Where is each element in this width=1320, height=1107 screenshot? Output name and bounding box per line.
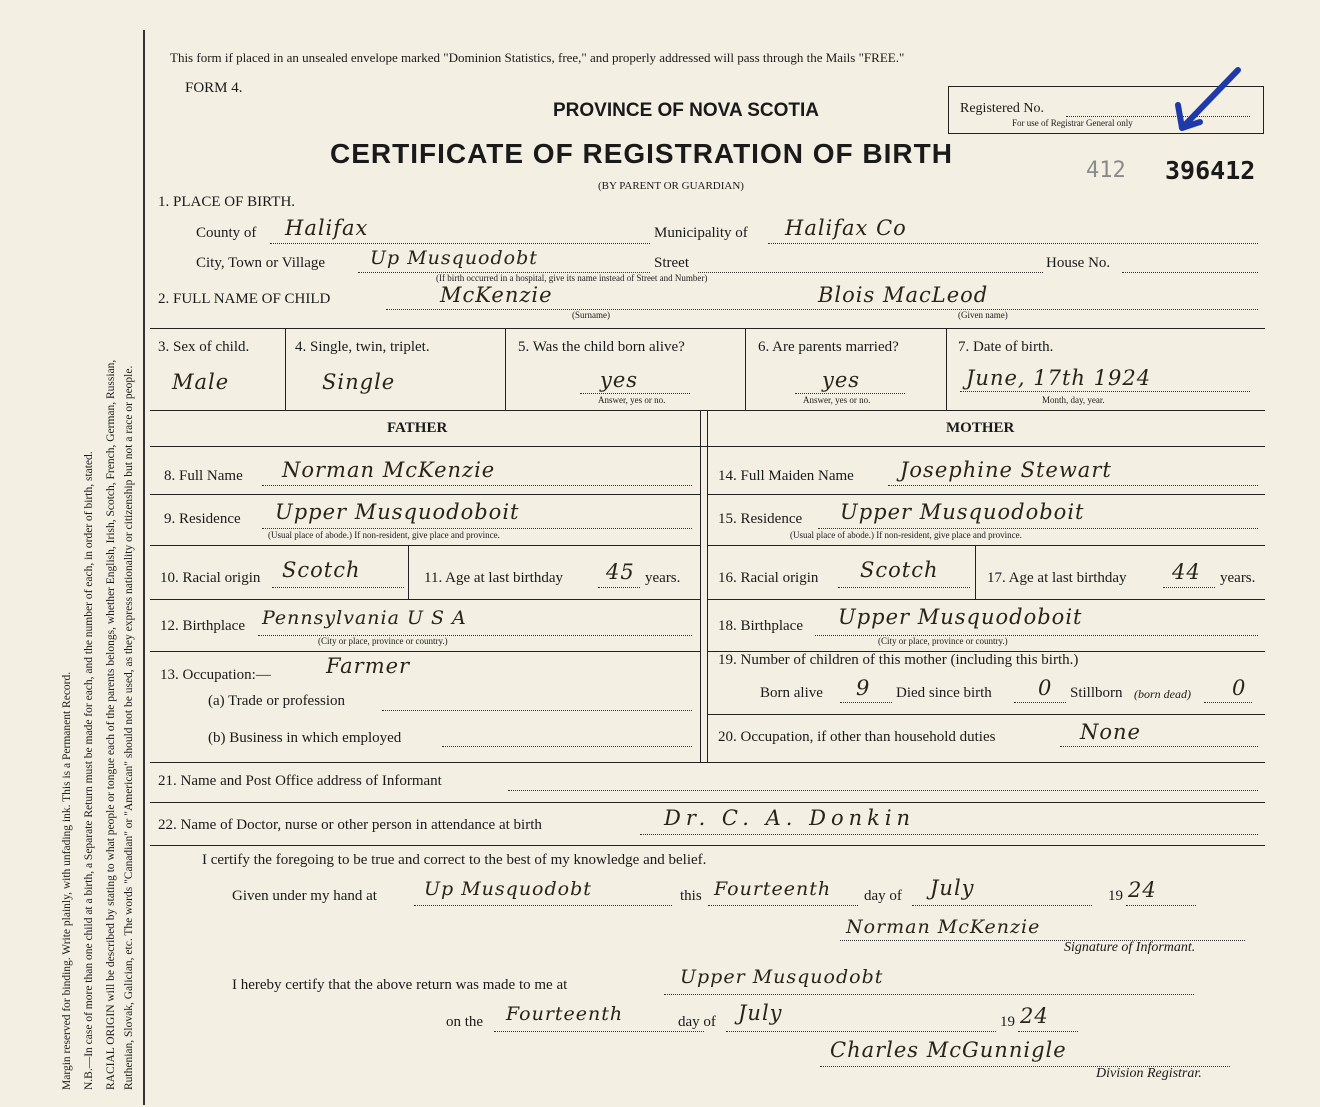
father-birthplace-label: 12. Birthplace [160,618,245,634]
died-since-birth-line [1014,702,1066,703]
father-row8-rule [150,494,700,495]
registrar-use-note: For use of Registrar General only [1012,118,1133,128]
born-alive-caption: Answer, yes or no. [598,395,666,405]
mother-occupation-line [1060,746,1258,747]
stillborn-note: (born dead) [1134,687,1191,701]
given-month-value: July [930,876,975,900]
city-label: City, Town or Village [196,255,326,271]
row3-divider-3 [745,328,746,410]
informant-line [508,790,1258,791]
child-surname-value: McKenzie [440,283,553,307]
given-at-line [414,905,672,906]
certificate-title: CERTIFICATE OF REGISTRATION OF BIRTH [330,138,953,169]
doctor-label: 22. Name of Doctor, nurse or other person in attendance at birth [158,817,542,833]
row3-divider-2 [505,328,506,410]
given-at-value: Up Musquodobt [424,878,592,900]
date-of-birth-value: June, 17th 1924 [966,366,1152,390]
mother-name-line [888,485,1258,486]
father-occupation-value: Farmer [326,654,411,678]
parents-married-label: 6. Are parents married? [758,339,899,355]
informant-label: 21. Name and Post Office address of Informant [158,773,442,789]
registrar-day-line [494,1031,704,1032]
father-occupation-label: 13. Occupation:— [160,667,271,683]
father-origin-label: 10. Racial origin [160,570,261,586]
mother-age-line [1163,587,1215,588]
father-residence-value: Upper Musquodoboit [275,500,520,524]
mother-row19-rule [707,714,1265,715]
died-since-birth-value: 0 [1038,676,1053,700]
mother-origin-value: Scotch [860,558,939,582]
registrar-year-prefix: 19 [1000,1014,1015,1030]
registrar-month-line [726,1031,996,1032]
mother-name-label: 14. Full Maiden Name [718,468,854,484]
father-birthplace-value: Pennsylvania U S A [262,607,467,629]
parents-center-divider-2 [707,410,708,762]
plurality-value: Single [322,370,396,394]
city-value: Up Musquodobt [370,247,538,269]
given-day-value: Fourteenth [714,878,832,900]
mother-years-label: years. [1220,570,1256,586]
sex-label: 3. Sex of child. [158,339,250,355]
born-alive-count-line [840,702,892,703]
county-line [270,243,650,244]
mother-occupation-value: None [1080,720,1141,744]
father-trade-label: (a) Trade or profession [208,693,346,709]
father-name-value: Norman McKenzie [282,458,496,482]
sex-value: Male [172,370,230,394]
row22-rule [150,845,1265,846]
certify-statement: I certify the foregoing to be true and correct to the best of my knowledge and belief. [202,852,707,868]
row3-divider-1 [285,328,286,410]
registration-number: 396412 [1165,156,1256,185]
father-row10-rule [150,599,700,600]
blue-check-mark [1170,60,1260,135]
registrar-statement: I hereby certify that the above return was made to me at [232,977,568,993]
doctor-value: Dr. C. A. Donkin [664,806,916,830]
given-year-line [1126,905,1196,906]
registrar-year-line [1018,1031,1078,1032]
father-age-value: 45 [606,560,635,584]
parents-bottom-rule [150,762,1265,763]
date-of-birth-caption: Month, day, year. [1042,395,1105,405]
father-heading: FATHER [387,420,448,436]
mother-age-label: 17. Age at last birthday [987,570,1127,586]
registered-label: Registered No. [960,101,1044,116]
mother-residence-label: 15. Residence [718,511,803,527]
father-age-label: 11. Age at last birthday [424,570,563,586]
father-row12-rule [150,651,700,652]
margin-note-racial-origin: RACIAL ORIGIN will be described by stating to what people or tongue each of the parents belongs, whether English, Irish, Scotch, French, German, Russian, [105,359,117,1090]
mother-birthplace-label: 18. Birthplace [718,618,803,634]
registrar-place-line [664,994,1194,995]
mother-name-value: Josephine Stewart [900,458,1112,482]
parents-married-value: yes [822,368,861,392]
place-of-birth-heading: 1. PLACE OF BIRTH. [158,194,296,210]
stillborn-line [1204,702,1252,703]
mother-residence-line [818,528,1258,529]
mother-birthplace-caption: (City or place, province or country.) [878,636,1008,646]
street-label: Street [654,255,689,271]
died-since-birth-label: Died since birth [896,685,992,701]
informant-signature: Norman McKenzie [846,916,1041,938]
born-alive-label: 5. Was the child born alive? [518,339,685,355]
given-day-of-label: day of [864,888,902,904]
mother-row16-divider [975,545,976,599]
given-year-value: 24 [1128,878,1157,902]
stillborn-value: 0 [1232,676,1247,700]
stillborn-label: Stillborn [1070,685,1123,701]
father-years-label: years. [645,570,681,586]
street-line [698,272,1043,273]
municipality-value: Halifax Co [785,216,907,240]
father-residence-line [262,528,692,529]
parents-married-caption: Answer, yes or no. [803,395,871,405]
father-business-label: (b) Business in which employed [208,730,402,746]
margin-note-racial-origin-cont: Ruthenian, Slovak, Galician, etc. The words "Canadian" or "American" should not be used, as they express nationality or citizenship but not a race or people. [123,365,135,1090]
father-name-line [262,485,692,486]
born-alive-value: yes [600,368,639,392]
registrar-day-of-label: day of [678,1014,716,1030]
mother-residence-caption: (Usual place of abode.) If non-resident, give place and province. [790,530,1022,540]
given-caption: (Given name) [958,310,1008,320]
hospital-note: (If birth occurred in a hospital, give its name instead of Street and Number) [436,273,708,283]
registrar-signature: Charles McGunnigle [830,1038,1067,1062]
registrar-on-the-label: on the [446,1014,484,1030]
mother-birthplace-value: Upper Musquodoboit [838,605,1083,629]
mail-notice: This form if placed in an unsealed envelope marked "Dominion Statistics, free," and properly addressed will pass through the Mails "FREE." [170,50,905,65]
registrar-signature-caption: Division Registrar. [1096,1066,1202,1081]
doctor-line [640,834,1258,835]
date-of-birth-line [960,391,1250,392]
father-birthplace-caption: (City or place, province or country.) [318,636,448,646]
born-alive-count-label: Born alive [760,685,823,701]
child-given-value: Blois MacLeod [818,283,989,307]
father-residence-caption: (Usual place of abode.) If non-resident, give place and province. [268,530,500,540]
father-age-line [598,587,640,588]
informant-signature-caption: Signature of Informant. [1064,940,1196,955]
municipality-line [768,243,1258,244]
father-trade-line [382,710,692,711]
plurality-label: 4. Single, twin, triplet. [295,339,430,355]
parents-center-divider [700,410,701,762]
parents-married-line [795,393,905,394]
mother-residence-value: Upper Musquodoboit [840,500,1085,524]
given-year-prefix: 19 [1108,888,1123,904]
mother-children-label: 19. Number of children of this mother (including this birth.) [718,652,1079,668]
binding-margin-line [143,30,145,1105]
house-label: House No. [1046,255,1111,271]
form-number: FORM 4. [185,80,243,96]
date-of-birth-label: 7. Date of birth. [958,339,1054,355]
mother-row16-rule [707,599,1265,600]
mother-row14-rule [707,494,1265,495]
mother-heading: MOTHER [946,420,1015,436]
margin-note-multiple-births: N.B.—In case of more than one child at a birth, a Separate Return must be made for each, and the number of each, in order of birth, stated. [83,451,95,1090]
row21-rule [150,802,1265,803]
child-name-label: 2. FULL NAME OF CHILD [158,291,331,307]
father-row10-divider [408,545,409,599]
born-alive-line [580,393,690,394]
stamp-partial-number: 412 [1086,158,1126,183]
mother-row15-rule [707,545,1265,546]
certificate-subtitle: (BY PARENT OR GUARDIAN) [598,180,744,192]
municipality-label: Municipality of [654,225,748,241]
row3-divider-4 [946,328,947,410]
house-line [1122,272,1258,273]
child-name-line [386,309,1258,310]
father-residence-label: 9. Residence [164,511,241,527]
registrar-year-value: 24 [1020,1004,1049,1028]
father-row9-rule [150,545,700,546]
given-day-line [708,905,858,906]
margin-note-binding: Margin reserved for binding. Write plainly, with unfading ink. This is a Permanent Record. [61,671,73,1090]
county-value: Halifax [285,216,369,240]
father-origin-line [272,587,404,588]
province-heading: PROVINCE OF NOVA SCOTIA [553,100,820,121]
registrar-month-value: July [738,1001,783,1025]
father-origin-value: Scotch [282,558,361,582]
mother-origin-label: 16. Racial origin [718,570,819,586]
born-alive-count-value: 9 [856,676,871,700]
row3-top-rule [150,328,1265,329]
surname-caption: (Surname) [572,310,610,320]
mother-age-value: 44 [1172,560,1201,584]
registrar-day-value: Fourteenth [506,1003,624,1025]
father-name-label: 8. Full Name [164,468,243,484]
given-at-label: Given under my hand at [232,888,377,904]
given-this-label: this [680,888,702,904]
mother-origin-line [838,587,970,588]
mother-occupation-label: 20. Occupation, if other than household duties [718,729,996,745]
given-month-line [912,905,1092,906]
county-label: County of [196,225,257,241]
registrar-place-value: Upper Musquodobt [680,966,884,988]
father-business-line [442,746,692,747]
